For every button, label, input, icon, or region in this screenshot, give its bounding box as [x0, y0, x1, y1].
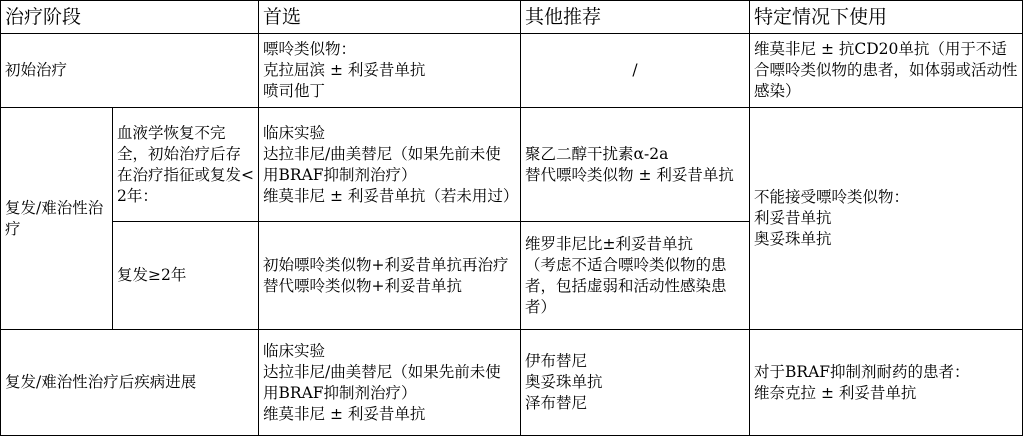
preferred-relapse-2-line: 初始嘌呤类似物+利妥昔单抗再治疗	[263, 255, 509, 274]
special-progression-line: 对于BRAF抑制剂耐药的患者：	[754, 362, 970, 381]
preferred-progression-line: 达拉非尼/曲美替尼（如果先前未使用BRAF抑制剂治疗）	[263, 362, 501, 402]
preferred-relapse-1-line: 维莫非尼 ± 利妥昔单抗（若未用过）	[263, 186, 519, 205]
preferred-initial	[259, 34, 521, 108]
other-progression-line: 伊布替尼	[525, 352, 588, 370]
header-row	[1, 1, 1023, 34]
special-relapse-line: 利妥昔单抗	[754, 209, 832, 227]
other-relapse-1	[521, 108, 750, 222]
header-other: 其他推荐	[521, 1, 750, 34]
stage-initial: 初始治疗	[1, 34, 259, 108]
other-progression-line: 奥妥珠单抗	[525, 373, 603, 391]
header-special: 特定情况下使用	[750, 1, 1023, 34]
stage-progression: 复发/难治性治疗后疾病进展	[1, 330, 259, 436]
row-relapse-1	[1, 108, 1023, 222]
row-progression	[1, 330, 1023, 436]
other-relapse-2	[521, 222, 750, 330]
other-progression-line: 泽布替尼	[525, 394, 588, 412]
header-preferred: 首选	[259, 1, 521, 34]
other-relapse-2-line: （考虑不适合嘌呤类似物的患者，包括虚弱和活动性感染患者）	[525, 255, 727, 316]
preferred-initial-line: 喷司他丁	[263, 82, 326, 100]
condition-relapse-1: 血液学恢复不完全，初始治疗后存在治疗指征或复发<2年：	[113, 108, 259, 222]
condition-relapse-2: 复发≥2年	[113, 222, 259, 330]
stage-relapse: 复发/难治性治疗	[1, 108, 113, 330]
other-progression	[521, 330, 750, 436]
special-progression	[750, 330, 1023, 436]
special-initial: 维莫非尼 ± 抗CD20单抗（用于不适合嘌呤类似物的患者，如体弱或活动性感染）	[750, 34, 1023, 108]
preferred-relapse-2-line: 替代嘌呤类似物+利妥昔单抗	[263, 276, 463, 295]
special-relapse	[750, 108, 1023, 330]
row-initial	[1, 34, 1023, 108]
other-relapse-1-line: 聚乙二醇干扰素α-2a	[525, 144, 669, 163]
preferred-relapse-2	[259, 222, 521, 330]
special-relapse-line: 奥妥珠单抗	[754, 230, 832, 248]
preferred-relapse-1-line: 达拉非尼/曲美替尼（如果先前未使用BRAF抑制剂治疗）	[263, 144, 501, 184]
preferred-relapse-1-line: 临床实验	[263, 123, 326, 142]
preferred-progression	[259, 330, 521, 436]
special-relapse-line: 不能接受嘌呤类似物：	[754, 188, 910, 206]
preferred-progression-line: 维莫非尼 ± 利妥昔单抗	[263, 404, 426, 423]
preferred-progression-line: 临床实验	[263, 341, 326, 360]
preferred-relapse-1	[259, 108, 521, 222]
preferred-initial-line: 嘌呤类似物：	[263, 40, 357, 58]
other-initial: /	[521, 34, 750, 108]
preferred-initial-line: 克拉屈滨 ± 利妥昔单抗	[263, 61, 426, 79]
other-relapse-1-line: 替代嘌呤类似物 ± 利妥昔单抗	[525, 165, 734, 184]
header-stage: 治疗阶段	[1, 1, 259, 34]
special-progression-line: 维奈克拉 ± 利妥昔单抗	[754, 383, 917, 402]
other-relapse-2-line: 维罗非尼比±利妥昔单抗	[525, 234, 694, 253]
